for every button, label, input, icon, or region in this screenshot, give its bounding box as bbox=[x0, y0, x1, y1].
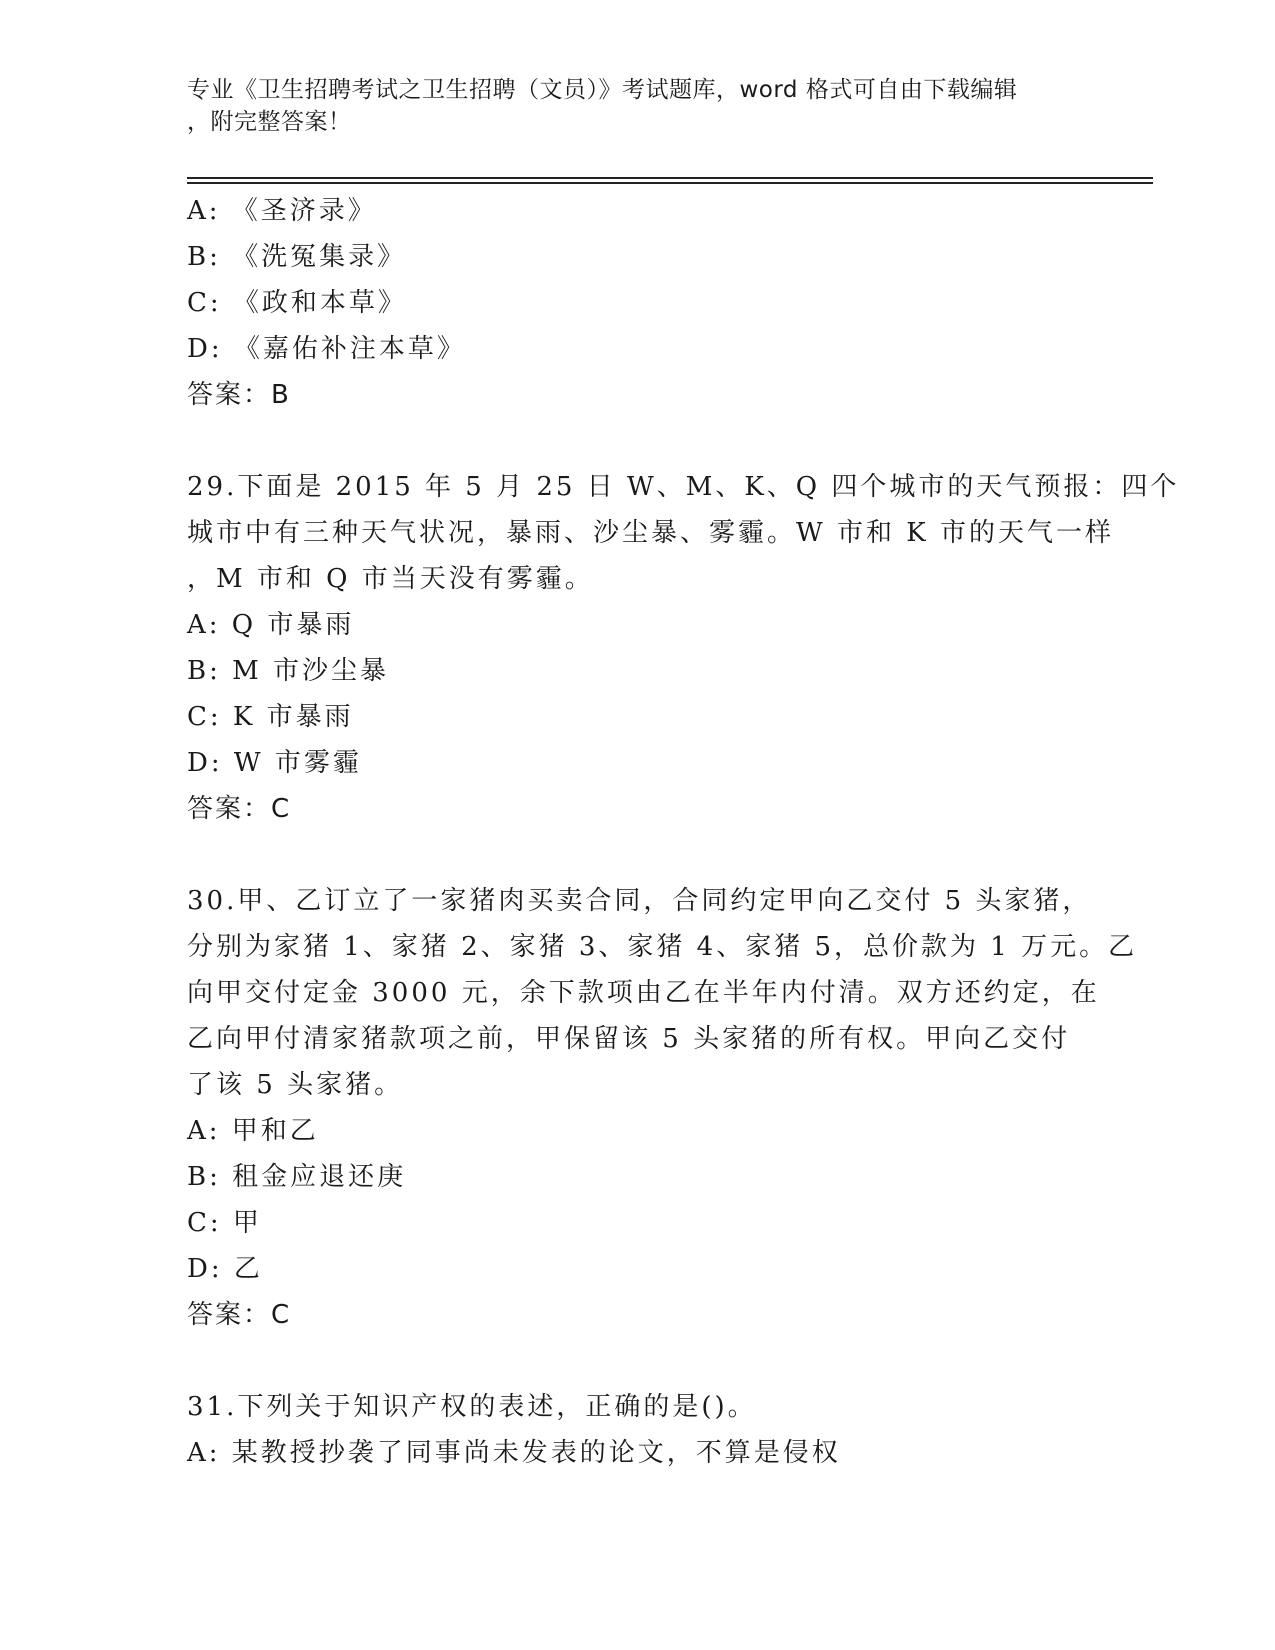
answer-line: 答案：B bbox=[187, 380, 291, 410]
option-b: B: 《洗冤集录》 bbox=[187, 242, 407, 272]
question-stem-line: 29.下面是 2015 年 5 月 25 日 W、M、K、Q 四个城市的天气预报：四个 bbox=[187, 472, 1180, 502]
document-header bbox=[187, 74, 1067, 138]
option-c: C: K 市暴雨 bbox=[187, 702, 354, 732]
question-stem-line: 向甲交付定金 3000 元，余下款项由乙在半年内付清。双方还约定，在 bbox=[187, 978, 1100, 1008]
question-29 bbox=[187, 464, 1180, 832]
question-31 bbox=[187, 1384, 1087, 1476]
answer-line: 答案：C bbox=[187, 794, 292, 824]
option-d: D: W 市雾霾 bbox=[187, 748, 362, 778]
option-a: A: Q 市暴雨 bbox=[187, 610, 355, 640]
option-c: C: 《政和本草》 bbox=[187, 288, 407, 318]
question-stem-line: 分别为家猪 1、家猪 2、家猪 3、家猪 4、家猪 5，总价款为 1 万元。乙 bbox=[187, 932, 1138, 962]
option-d: D: 《嘉佑补注本草》 bbox=[187, 334, 466, 364]
answer-line: 答案：C bbox=[187, 1300, 292, 1330]
question-stem-line: 城市中有三种天气状况，暴雨、沙尘暴、雾霾。W 市和 K 市的天气一样 bbox=[187, 518, 1114, 548]
spacer bbox=[187, 418, 1087, 464]
option-a: A: 某教授抄袭了同事尚未发表的论文，不算是侵权 bbox=[187, 1438, 841, 1468]
question-28 bbox=[187, 188, 1087, 418]
option-b: B: M 市沙尘暴 bbox=[187, 656, 390, 686]
spacer bbox=[187, 1338, 1087, 1384]
option-b: B: 租金应退还庚 bbox=[187, 1162, 407, 1192]
question-list bbox=[187, 188, 1180, 1476]
spacer bbox=[187, 832, 1087, 878]
question-stem-line: ，M 市和 Q 市当天没有雾霾。 bbox=[187, 564, 594, 594]
option-a: A: 《圣济录》 bbox=[187, 196, 377, 226]
option-c: C: 甲 bbox=[187, 1208, 262, 1238]
question-stem-line: 31.下列关于知识产权的表述，正确的是()。 bbox=[187, 1392, 757, 1422]
option-d: D: 乙 bbox=[187, 1254, 263, 1284]
header-line-2: ，附完整答案！ bbox=[187, 109, 352, 135]
header-divider-bottom bbox=[187, 182, 1153, 184]
option-a: A: 甲和乙 bbox=[187, 1116, 319, 1146]
question-30 bbox=[187, 878, 1138, 1338]
question-stem-line: 了该 5 头家猪。 bbox=[187, 1070, 404, 1100]
header-line-1: 专业《卫生招聘考试之卫生招聘（文员）》考试题库，word 格式可自由下载编辑 bbox=[187, 77, 1018, 103]
question-stem-line: 乙向甲付清家猪款项之前，甲保留该 5 头家猪的所有权。甲向乙交付 bbox=[187, 1024, 1071, 1054]
header-divider-top bbox=[187, 177, 1153, 179]
question-stem-line: 30.甲、乙订立了一家猪肉买卖合同，合同约定甲向乙交付 5 头家猪， bbox=[187, 886, 1092, 916]
